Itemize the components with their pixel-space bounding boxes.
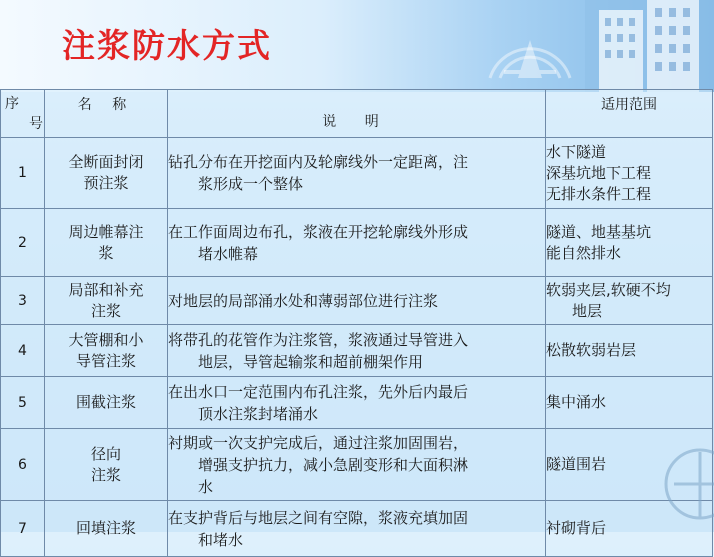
grouting-methods-table (0, 89, 713, 557)
method-name: 局部和补充 注浆 (45, 277, 168, 325)
building-illustration (585, 0, 714, 92)
method-scope: 隧道、地基基坑 能自然排水 (546, 209, 713, 277)
slide-header (0, 0, 714, 92)
row-number: 2 (1, 209, 45, 277)
table-row (1, 277, 713, 325)
row-number: 3 (1, 277, 45, 325)
row-number: 1 (1, 138, 45, 209)
row-number: 6 (1, 429, 45, 501)
table-row (1, 501, 713, 557)
method-scope: 隧道围岩 (546, 429, 713, 501)
header-description: 说 明 (168, 90, 546, 138)
method-description: 将带孔的花管作为注浆管，浆液通过导管进入 地层，导管起输浆和超前棚架作用 (168, 325, 546, 377)
header-name: 名 称 (45, 90, 168, 138)
header-serial-number: 序 号 (1, 90, 45, 138)
method-description: 在出水口一定范围内布孔注浆，先外后内最后 顶水注浆封堵涌水 (168, 377, 546, 429)
table-row (1, 209, 713, 277)
method-description: 对地层的局部涌水处和薄弱部位进行注浆 (168, 277, 546, 325)
method-name: 围截注浆 (45, 377, 168, 429)
header-scope: 适用范围 (546, 90, 713, 138)
row-number: 7 (1, 501, 45, 557)
method-scope: 集中涌水 (546, 377, 713, 429)
table-row (1, 325, 713, 377)
method-scope: 松散软弱岩层 (546, 325, 713, 377)
method-description: 衬期或一次支护完成后，通过注浆加固围岩， 增强支护抗力，减小急剧变形和大面积淋 水 (168, 429, 546, 501)
slide-title: 注浆防水方式 (62, 26, 272, 65)
method-scope: 衬砌背后 (546, 501, 713, 557)
table-header-row (1, 90, 713, 138)
method-description: 在工作面周边布孔，浆液在开挖轮廓线外形成 堵水帷幕 (168, 209, 546, 277)
table-row (1, 377, 713, 429)
method-description: 在支护背后与地层之间有空隙，浆液充填加固 和堵水 (168, 501, 546, 557)
table-row (1, 138, 713, 209)
method-name: 径向 注浆 (45, 429, 168, 501)
table-row (1, 429, 713, 501)
method-name: 大管棚和小 导管注浆 (45, 325, 168, 377)
method-name: 全断面封闭 预注浆 (45, 138, 168, 209)
method-name: 周边帷幕注 浆 (45, 209, 168, 277)
method-name: 回填注浆 (45, 501, 168, 557)
company-logo-watermark (470, 0, 590, 88)
row-number: 4 (1, 325, 45, 377)
method-scope: 软弱夹层,软硬不均 地层 (546, 277, 713, 325)
method-description: 钻孔分布在开挖面内及轮廓线外一定距离，注 浆形成一个整体 (168, 138, 546, 209)
row-number: 5 (1, 377, 45, 429)
corner-logo-watermark (652, 432, 714, 542)
method-scope: 水下隧道 深基坑地下工程 无排水条件工程 (546, 138, 713, 209)
